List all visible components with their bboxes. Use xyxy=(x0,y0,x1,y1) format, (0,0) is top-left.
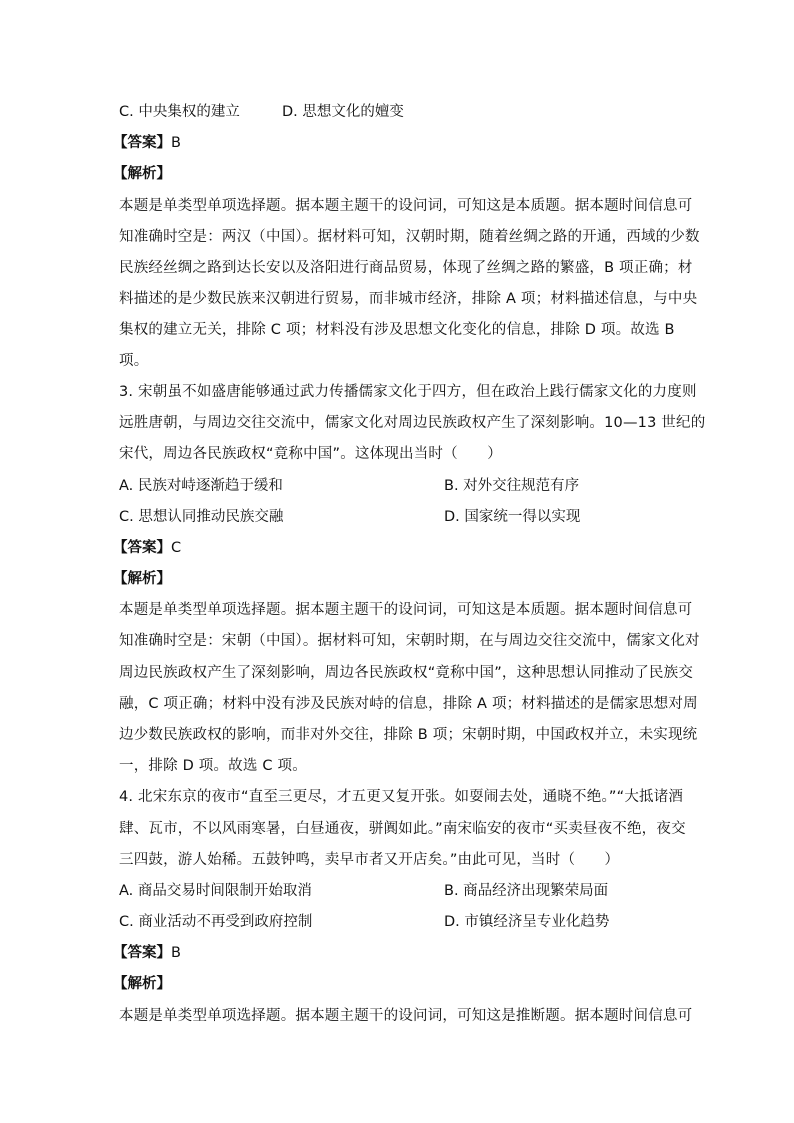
q4-option-a: A. 商品交易时间限制开始取消 xyxy=(119,883,312,899)
q2-analysis-line: 项。 xyxy=(119,353,149,369)
q2-options-cd xyxy=(0,102,794,122)
q3-stem-line: 远胜唐朝，与周边交往交流中，儒家文化对周边民族政权产生了深刻影响。10—13 世纪的 xyxy=(119,415,706,431)
q2-analysis-line: 集权的建立无关，排除 C 项；材料没有涉及思想文化变化的信息，排除 D 项。故选 B xyxy=(119,322,675,338)
q3-option-a: A. 民族对峙逐渐趋于缓和 xyxy=(119,478,283,494)
q3-analysis-line: 周边民族政权产生了深刻影响，周边各民族政权“竟称中国”，这种思想认同推动了民族交 xyxy=(119,665,694,681)
q4-analysis-heading xyxy=(0,974,794,994)
analysis-label: 【解析】 xyxy=(113,166,171,182)
q3-options-cd xyxy=(0,507,794,527)
answer-value: C xyxy=(171,540,182,556)
q2-answer xyxy=(0,133,794,153)
q4-options-ab xyxy=(0,881,794,901)
q2-analysis-heading xyxy=(0,164,794,184)
q3-stem-line: 宋代，周边各民族政权“竟称中国”。这体现出当时（ ） xyxy=(119,446,502,462)
answer-label: 【答案】 xyxy=(113,540,171,556)
q3-analysis-line: 融，C 项正确；材料中没有涉及民族对峙的信息，排除 A 项；材料描述的是儒家思想对周 xyxy=(119,696,698,712)
q3-option-b: B. 对外交往规范有序 xyxy=(444,478,580,494)
q3-analysis-line: 本题是单类型单项选择题。据本题主题干的设问词，可知这是本质题。据本题时间信息可 xyxy=(119,602,693,618)
q3-option-c: C. 思想认同推动民族交融 xyxy=(119,509,284,525)
q3-options-ab xyxy=(0,476,794,496)
q4-option-b: B. 商品经济出现繁荣局面 xyxy=(444,883,609,899)
q4-stem-line: 肆、瓦市，不以风雨寒暑，白昼通夜，骈阗如此。”南宋临安的夜市“买卖昼夜不绝，夜交 xyxy=(119,821,686,837)
q4-option-d: D. 市镇经济呈专业化趋势 xyxy=(444,914,610,930)
q3-analysis-heading xyxy=(0,569,794,589)
answer-value: B xyxy=(171,945,181,961)
analysis-label: 【解析】 xyxy=(113,571,171,587)
q2-analysis-line: 民族经丝绸之路到达长安以及洛阳进行商品贸易，体现了丝绸之路的繁盛，B 项正确；材 xyxy=(119,260,693,276)
q2-option-c: C. 中央集权的建立 xyxy=(119,104,240,120)
q2-analysis-line: 料描述的是少数民族来汉朝进行贸易，而非城市经济，排除 A 项；材料描述信息，与中央 xyxy=(119,291,698,307)
q2-option-d: D. 思想文化的嬗变 xyxy=(282,104,404,120)
answer-label: 【答案】 xyxy=(113,135,171,151)
q3-analysis-line: 一，排除 D 项。故选 C 项。 xyxy=(119,758,307,774)
q4-stem-line: 三四鼓，游人始稀。五鼓钟鸣，卖早市者又开店矣。”由此可见，当时（ ） xyxy=(119,852,620,868)
q2-analysis-line: 本题是单类型单项选择题。据本题主题干的设问词，可知这是本质题。据本题时间信息可 xyxy=(119,198,693,214)
q4-answer xyxy=(0,943,794,963)
q3-option-d: D. 国家统一得以实现 xyxy=(444,509,581,525)
q3-analysis-line: 知准确时空是：宋朝（中国）。据材料可知，宋朝时期，在与周边交往交流中，儒家文化对 xyxy=(119,633,700,649)
q4-stem-line: 4. 北宋东京的夜市“直至三更尽，才五更又复开张。如耍闹去处，通晓不绝。”“大抵诸酒 xyxy=(119,789,684,805)
q4-analysis-line: 本题是单类型单项选择题。据本题主题干的设问词，可知这是推断题。据本题时间信息可 xyxy=(119,1008,693,1024)
q4-options-cd xyxy=(0,912,794,932)
answer-value: B xyxy=(171,135,181,151)
q2-analysis-line: 知准确时空是：两汉（中国）。据材料可知，汉朝时期，随着丝绸之路的开通，西域的少数 xyxy=(119,229,700,245)
q3-analysis-line: 边少数民族政权的影响，而非对外交往，排除 B 项；宋朝时期，中国政权并立，未实现统 xyxy=(119,727,698,743)
q3-stem-line: 3. 宋朝虽不如盛唐能够通过武力传播儒家文化于四方，但在政治上践行儒家文化的力度则 xyxy=(119,384,697,400)
answer-label: 【答案】 xyxy=(113,945,171,961)
analysis-label: 【解析】 xyxy=(113,976,171,992)
q4-option-c: C. 商业活动不再受到政府控制 xyxy=(119,914,313,930)
q3-answer xyxy=(0,538,794,558)
